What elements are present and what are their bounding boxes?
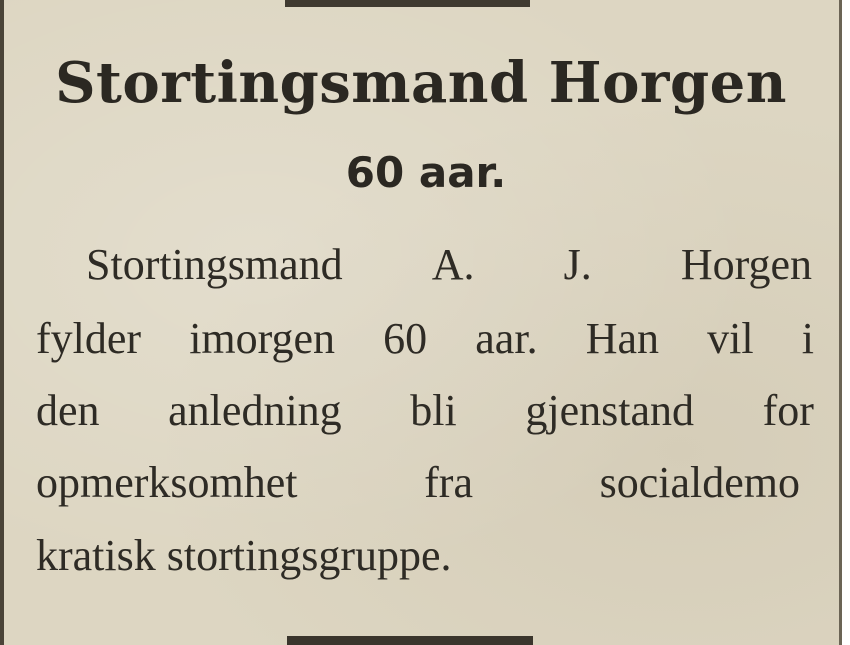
word: J. [563,240,592,289]
word: 60 [383,314,428,363]
word: fylder [36,314,142,363]
body-line-5: kratisk stortingsgruppe. [36,531,452,580]
word: socialdemo [599,458,800,507]
headline: Stortingsmand Horgen [55,50,787,116]
subheadline: 60 aar. [345,148,507,197]
top-rule [285,0,530,7]
word: Han [585,314,660,363]
word: for [762,386,814,435]
body-line-4 [36,458,800,507]
word: Horgen [680,240,812,289]
body-line-3 [36,386,814,435]
word: aar. [475,314,538,363]
word: den [36,386,100,435]
word: i [801,314,814,363]
word: gjenstand [525,386,695,435]
word: opmerksomhet [36,458,298,507]
word: imorgen [189,314,336,363]
word: bli [410,386,457,435]
word: fra [424,458,473,507]
word: Stortingsmand [86,240,343,289]
right-margin [842,0,850,645]
body-line-2 [36,314,814,363]
body-line-1 [86,240,812,289]
bottom-rule [287,636,533,645]
word: A. [431,240,475,289]
word: vil [707,314,754,363]
word: anledning [168,386,342,435]
